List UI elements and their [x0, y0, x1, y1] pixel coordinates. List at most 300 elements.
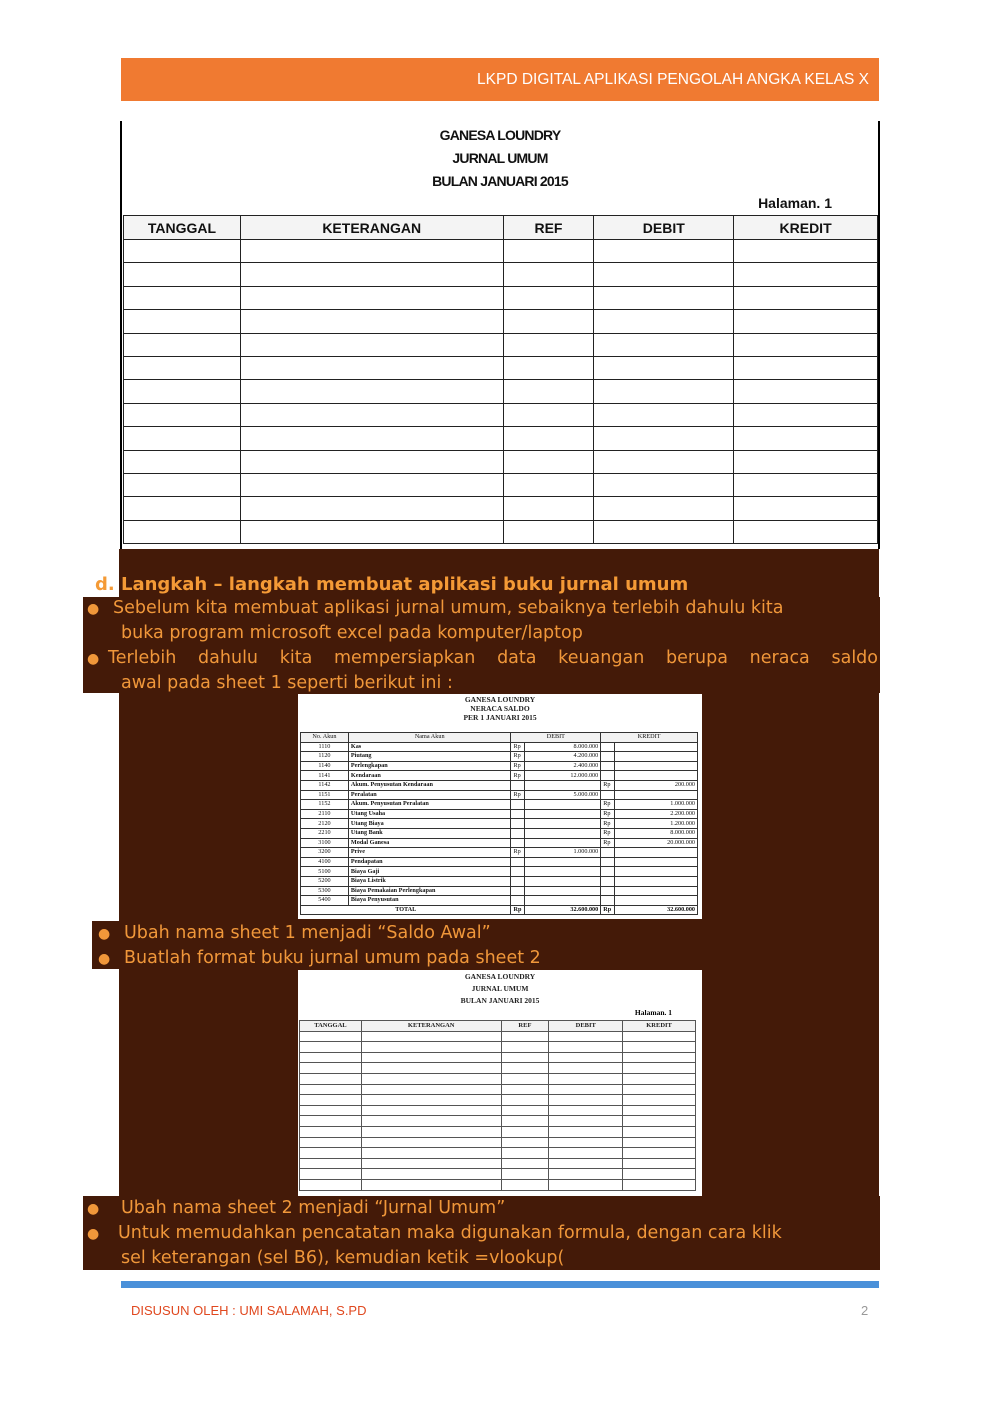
neraca-account-name: Biaya Gaji	[348, 867, 511, 877]
neraca-account-no: 5400	[301, 896, 349, 906]
jurnal-sheet-table	[299, 1020, 696, 1191]
neraca-kredit-value	[615, 790, 698, 800]
bullet-icon: ●	[87, 1226, 100, 1242]
jurnal-sheet-cell	[300, 1179, 362, 1190]
neraca-kredit-value: 20.000.000	[615, 838, 698, 848]
jurnal-sheet-cell	[501, 1137, 549, 1148]
neraca-account-no: 2120	[301, 819, 349, 829]
jurnal-sheet-cell	[501, 1073, 549, 1084]
jurnal-sheet-cell	[361, 1063, 501, 1074]
journal-cell	[594, 286, 734, 309]
neraca-debit-currency	[511, 857, 525, 867]
jurnal-sheet-cell	[549, 1073, 623, 1084]
journal-cell	[124, 380, 241, 403]
neraca-account-no: 2210	[301, 828, 349, 838]
jurnal-sheet-empty-row	[300, 1052, 696, 1063]
neraca-table	[300, 732, 698, 915]
jurnal-sheet-cell	[300, 1105, 362, 1116]
neraca-account-name: Kas	[348, 742, 511, 752]
jurnal-sheet-cell	[549, 1052, 623, 1063]
journal-cell	[734, 286, 878, 309]
neraca-debit-currency	[511, 780, 525, 790]
neraca-kredit-value: 8.000.000	[615, 828, 698, 838]
jurnal-sheet-cell	[361, 1084, 501, 1095]
neraca-row	[301, 896, 698, 906]
neraca-debit-value	[525, 800, 601, 810]
neraca-kredit-currency: Rp	[601, 809, 615, 819]
journal-empty-row	[124, 240, 878, 263]
jurnal-sheet-subtitle: JURNAL UMUM	[471, 984, 529, 993]
journal-cell	[594, 473, 734, 496]
neraca-debit-value	[525, 838, 601, 848]
neraca-row	[301, 886, 698, 896]
journal-empty-row	[124, 403, 878, 426]
journal-cell	[503, 403, 594, 426]
neraca-col-debit: DEBIT	[511, 733, 601, 743]
jurnal-sheet-cell	[549, 1063, 623, 1074]
neraca-account-no: 1141	[301, 771, 349, 781]
jurnal-sheet-cell	[300, 1158, 362, 1169]
journal-cell	[594, 403, 734, 426]
journal-cell	[734, 356, 878, 379]
jurnal-sheet-empty-row	[300, 1031, 696, 1042]
neraca-account-name: Perlengkapan	[348, 761, 511, 771]
jurnal-sheet-cell	[623, 1063, 696, 1074]
neraca-row	[301, 828, 698, 838]
jurnal-sheet-cell	[501, 1052, 549, 1063]
neraca-total-row	[301, 905, 698, 915]
neraca-total-kredit: 32.600.000	[615, 905, 698, 915]
jurnal-sheet-cell	[501, 1179, 549, 1190]
neraca-account-no: 1151	[301, 790, 349, 800]
journal-cell	[240, 333, 503, 356]
neraca-kredit-value	[615, 886, 698, 896]
journal-cell	[240, 263, 503, 286]
journal-cell	[124, 310, 241, 333]
journal-cell	[124, 473, 241, 496]
neraca-account-name: Utang Bank	[348, 828, 511, 838]
journal-cell	[503, 310, 594, 333]
jurnal-sheet-cell	[549, 1126, 623, 1137]
neraca-debit-currency	[511, 838, 525, 848]
journal-empty-row	[124, 497, 878, 520]
neraca-row	[301, 790, 698, 800]
neraca-kredit-value	[615, 876, 698, 886]
neraca-row	[301, 819, 698, 829]
jurnal-sheet-cell	[549, 1105, 623, 1116]
journal-cell	[240, 450, 503, 473]
neraca-debit-value	[525, 896, 601, 906]
journal-page-label: Halaman. 1	[758, 195, 832, 211]
neraca-kredit-value	[615, 848, 698, 858]
jurnal-sheet-cell	[501, 1148, 549, 1159]
neraca-kredit-currency: Rp	[601, 828, 615, 838]
jurnal-sheet-cell	[623, 1137, 696, 1148]
jurnal-sheet-col: TANGGAL	[300, 1021, 362, 1032]
journal-cell	[124, 286, 241, 309]
jurnal-sheet-empty-row	[300, 1095, 696, 1106]
neraca-account-name: Peralatan	[348, 790, 511, 800]
jurnal-sheet-cell	[361, 1126, 501, 1137]
neraca-header-row	[301, 733, 698, 743]
journal-empty-row	[124, 427, 878, 450]
jurnal-sheet-cell	[300, 1031, 362, 1042]
neraca-debit-currency: Rp	[511, 848, 525, 858]
jurnal-sheet-col: DEBIT	[549, 1021, 623, 1032]
jurnal-sheet-header-row	[300, 1021, 696, 1032]
neraca-kredit-value	[615, 752, 698, 762]
jurnal-umum-image	[298, 970, 702, 1196]
neraca-debit-currency	[511, 896, 525, 906]
jurnal-sheet-cell	[623, 1052, 696, 1063]
jurnal-sheet-period: BULAN JANUARI 2015	[460, 996, 540, 1005]
neraca-row	[301, 752, 698, 762]
neraca-debit-currency	[511, 876, 525, 886]
journal-cell	[503, 286, 594, 309]
journal-cell	[594, 497, 734, 520]
journal-cell	[734, 403, 878, 426]
journal-cell	[734, 427, 878, 450]
neraca-kredit-value: 2.200.000	[615, 809, 698, 819]
neraca-debit-value	[525, 867, 601, 877]
journal-cell	[124, 497, 241, 520]
journal-cell	[503, 333, 594, 356]
neraca-total-debit: 32.600.000	[525, 905, 601, 915]
jurnal-sheet-cell	[623, 1126, 696, 1137]
footer-author: DISUSUN OLEH : UMI SALAMAH, S.PD	[131, 1303, 367, 1318]
journal-cell	[124, 427, 241, 450]
neraca-account-name: Piutang	[348, 752, 511, 762]
journal-empty-row	[124, 333, 878, 356]
jurnal-sheet-empty-row	[300, 1084, 696, 1095]
journal-cell	[503, 380, 594, 403]
neraca-account-name: Biaya Listrik	[348, 876, 511, 886]
jurnal-sheet-cell	[361, 1031, 501, 1042]
jurnal-sheet-cell	[549, 1116, 623, 1127]
neraca-account-no: 5100	[301, 867, 349, 877]
step-text: Buatlah format buku jurnal umum pada sheet 2	[124, 948, 541, 968]
jurnal-sheet-col: KETERANGAN	[361, 1021, 501, 1032]
jurnal-sheet-company: GANESA LOUNDRY	[464, 972, 536, 981]
jurnal-sheet-cell	[623, 1158, 696, 1169]
jurnal-sheet-cell	[361, 1095, 501, 1106]
jurnal-sheet-cell	[549, 1031, 623, 1042]
neraca-account-no: 1140	[301, 761, 349, 771]
journal-empty-row	[124, 473, 878, 496]
neraca-debit-value: 2.400.000	[525, 761, 601, 771]
jurnal-sheet-cell	[549, 1042, 623, 1053]
journal-cell	[594, 427, 734, 450]
neraca-account-no: 5200	[301, 876, 349, 886]
neraca-kredit-currency: Rp	[601, 800, 615, 810]
jurnal-sheet-cell	[501, 1063, 549, 1074]
neraca-kredit-value	[615, 896, 698, 906]
neraca-kredit-currency	[601, 876, 615, 886]
jurnal-sheet-cell	[501, 1116, 549, 1127]
neraca-account-no: 5300	[301, 886, 349, 896]
step-text: Sebelum kita membuat aplikasi jurnal umum, sebaiknya terlebih dahulu kita	[113, 598, 784, 618]
jurnal-sheet-empty-row	[300, 1116, 696, 1127]
journal-empty-row	[124, 520, 878, 543]
jurnal-sheet-cell	[300, 1095, 362, 1106]
neraca-row	[301, 857, 698, 867]
journal-cell	[503, 497, 594, 520]
neraca-debit-currency: Rp	[511, 761, 525, 771]
neraca-account-name: Biaya Penyusutan	[348, 896, 511, 906]
journal-empty-row	[124, 310, 878, 333]
neraca-row	[301, 848, 698, 858]
neraca-row	[301, 780, 698, 790]
neraca-kredit-currency: Rp	[601, 819, 615, 829]
bullet-icon: ●	[98, 951, 111, 967]
journal-cell	[124, 356, 241, 379]
step-text: Untuk memudahkan pencatatan maka digunakan formula, dengan cara klik	[118, 1223, 782, 1243]
neraca-debit-value	[525, 809, 601, 819]
bullet-icon: ●	[87, 601, 100, 617]
jurnal-sheet-cell	[501, 1084, 549, 1095]
neraca-account-no: 1110	[301, 742, 349, 752]
journal-cell	[594, 333, 734, 356]
neraca-col-name: Nama Akun	[348, 733, 511, 743]
jurnal-sheet-cell	[623, 1105, 696, 1116]
journal-cell	[503, 520, 594, 543]
neraca-kredit-value	[615, 771, 698, 781]
neraca-kredit-currency	[601, 848, 615, 858]
col-kredit: KREDIT	[734, 216, 878, 240]
jurnal-sheet-cell	[361, 1169, 501, 1180]
neraca-debit-value	[525, 876, 601, 886]
neraca-total-debit-currency: Rp	[511, 905, 525, 915]
neraca-debit-currency	[511, 867, 525, 877]
neraca-debit-currency: Rp	[511, 752, 525, 762]
neraca-account-name: Kendaraan	[348, 771, 511, 781]
neraca-row	[301, 800, 698, 810]
jurnal-sheet-empty-row	[300, 1105, 696, 1116]
jurnal-sheet-cell	[501, 1105, 549, 1116]
jurnal-sheet-col: KREDIT	[623, 1021, 696, 1032]
jurnal-sheet-cell	[361, 1105, 501, 1116]
journal-cell	[734, 380, 878, 403]
neraca-debit-value	[525, 857, 601, 867]
col-ref: REF	[503, 216, 594, 240]
jurnal-sheet-cell	[361, 1137, 501, 1148]
jurnal-sheet-cell	[361, 1073, 501, 1084]
neraca-kredit-value: 200.000	[615, 780, 698, 790]
neraca-account-name: Biaya Pemakaian Perlengkapan	[348, 886, 511, 896]
col-keterangan: KETERANGAN	[240, 216, 503, 240]
neraca-debit-value	[525, 886, 601, 896]
bullet-icon: ●	[87, 1201, 100, 1217]
journal-cell	[594, 450, 734, 473]
journal-cell	[503, 356, 594, 379]
neraca-row	[301, 809, 698, 819]
neraca-account-no: 1142	[301, 780, 349, 790]
jurnal-sheet-cell	[549, 1095, 623, 1106]
journal-cell	[240, 520, 503, 543]
neraca-debit-currency: Rp	[511, 742, 525, 752]
neraca-kredit-currency	[601, 857, 615, 867]
header-title: LKPD DIGITAL APLIKASI PENGOLAH ANGKA KELAS X	[477, 70, 869, 88]
jurnal-sheet-cell	[501, 1169, 549, 1180]
neraca-kredit-value	[615, 742, 698, 752]
neraca-debit-value: 5.000.000	[525, 790, 601, 800]
journal-cell	[734, 520, 878, 543]
step-text: sel keterangan (sel B6), kemudian ketik =vlookup(	[121, 1248, 565, 1268]
journal-cell	[240, 427, 503, 450]
jurnal-sheet-empty-row	[300, 1073, 696, 1084]
neraca-row	[301, 876, 698, 886]
neraca-kredit-currency: Rp	[601, 780, 615, 790]
jurnal-sheet-cell	[623, 1073, 696, 1084]
jurnal-sheet-cell	[549, 1084, 623, 1095]
journal-cell	[734, 240, 878, 263]
neraca-debit-currency	[511, 886, 525, 896]
neraca-kredit-currency	[601, 742, 615, 752]
col-tanggal: TANGGAL	[124, 216, 241, 240]
neraca-debit-value	[525, 819, 601, 829]
neraca-debit-currency	[511, 828, 525, 838]
jurnal-sheet-empty-row	[300, 1169, 696, 1180]
journal-cell	[734, 473, 878, 496]
neraca-account-no: 4100	[301, 857, 349, 867]
jurnal-sheet-empty-row	[300, 1158, 696, 1169]
jurnal-sheet-cell	[300, 1042, 362, 1053]
journal-empty-row	[124, 263, 878, 286]
journal-cell	[594, 520, 734, 543]
journal-empty-row	[124, 380, 878, 403]
jurnal-sheet-cell	[623, 1042, 696, 1053]
neraca-account-no: 3200	[301, 848, 349, 858]
journal-cell	[734, 497, 878, 520]
neraca-debit-currency: Rp	[511, 771, 525, 781]
jurnal-sheet-cell	[623, 1084, 696, 1095]
jurnal-sheet-cell	[300, 1116, 362, 1127]
journal-cell	[503, 240, 594, 263]
bullet-icon: ●	[98, 926, 111, 942]
jurnal-sheet-empty-row	[300, 1137, 696, 1148]
journal-cell	[503, 427, 594, 450]
neraca-kredit-value: 1.000.000	[615, 800, 698, 810]
jurnal-sheet-cell	[361, 1042, 501, 1053]
neraca-account-no: 2110	[301, 809, 349, 819]
journal-cell	[594, 380, 734, 403]
neraca-account-no: 1120	[301, 752, 349, 762]
jurnal-sheet-cell	[501, 1158, 549, 1169]
neraca-kredit-currency: Rp	[601, 838, 615, 848]
jurnal-sheet-cell	[501, 1031, 549, 1042]
journal-table	[123, 215, 878, 544]
jurnal-sheet-cell	[623, 1116, 696, 1127]
journal-cell	[124, 403, 241, 426]
journal-cell	[503, 263, 594, 286]
jurnal-sheet-cell	[549, 1137, 623, 1148]
neraca-debit-value	[525, 828, 601, 838]
step-text: buka program microsoft excel pada komputer/laptop	[121, 623, 583, 643]
journal-company: GANESA LOUNDRY	[439, 127, 561, 143]
neraca-total-label: TOTAL	[301, 905, 511, 915]
jurnal-sheet-cell	[361, 1116, 501, 1127]
neraca-saldo-image	[298, 694, 702, 919]
journal-cell	[503, 450, 594, 473]
jurnal-sheet-empty-row	[300, 1148, 696, 1159]
jurnal-sheet-cell	[549, 1179, 623, 1190]
journal-cell	[240, 240, 503, 263]
journal-cell	[594, 240, 734, 263]
jurnal-sheet-cell	[549, 1148, 623, 1159]
neraca-kredit-value: 1.200.000	[615, 819, 698, 829]
neraca-row	[301, 838, 698, 848]
neraca-account-name: Prive	[348, 848, 511, 858]
neraca-account-no: 3100	[301, 838, 349, 848]
neraca-kredit-currency	[601, 752, 615, 762]
jurnal-sheet-empty-row	[300, 1063, 696, 1074]
neraca-kredit-currency	[601, 886, 615, 896]
section-heading: d. Langkah – langkah membuat aplikasi buku jurnal umum	[95, 574, 689, 595]
neraca-kredit-value	[615, 867, 698, 877]
neraca-debit-value: 8.000.000	[525, 742, 601, 752]
jurnal-sheet-cell	[549, 1158, 623, 1169]
bullet-icon: ●	[87, 651, 100, 667]
journal-cell	[240, 497, 503, 520]
journal-cell	[124, 520, 241, 543]
jurnal-sheet-cell	[549, 1169, 623, 1180]
step-text: awal pada sheet 1 seperti berikut ini :	[121, 673, 453, 693]
jurnal-sheet-cell	[361, 1179, 501, 1190]
journal-cell	[734, 333, 878, 356]
jurnal-sheet-col: REF	[501, 1021, 549, 1032]
neraca-account-name: Modal Ganesa	[348, 838, 511, 848]
journal-cell	[240, 310, 503, 333]
neraca-debit-value: 12.000.000	[525, 771, 601, 781]
neraca-account-name: Akum. Penyusutan Peralatan	[348, 800, 511, 810]
neraca-debit-currency: Rp	[511, 790, 525, 800]
jurnal-sheet-cell	[300, 1084, 362, 1095]
jurnal-sheet-cell	[300, 1052, 362, 1063]
neraca-debit-value	[525, 780, 601, 790]
neraca-total-kredit-currency: Rp	[601, 905, 615, 915]
journal-cell	[240, 473, 503, 496]
journal-cell	[734, 450, 878, 473]
jurnal-sheet-empty-row	[300, 1179, 696, 1190]
jurnal-sheet-cell	[623, 1148, 696, 1159]
jurnal-sheet-cell	[300, 1169, 362, 1180]
jurnal-sheet-cell	[300, 1126, 362, 1137]
neraca-period: PER 1 JANUARI 2015	[463, 713, 537, 722]
jurnal-sheet-cell	[300, 1063, 362, 1074]
neraca-debit-currency	[511, 800, 525, 810]
jurnal-sheet-cell	[361, 1052, 501, 1063]
neraca-account-name: Utang Usaha	[348, 809, 511, 819]
journal-empty-row	[124, 356, 878, 379]
neraca-company: GANESA LOUNDRY	[464, 695, 536, 704]
jurnal-sheet-cell	[361, 1158, 501, 1169]
neraca-debit-value: 4.200.000	[525, 752, 601, 762]
neraca-col-no: No. Akun	[301, 733, 349, 743]
journal-cell	[594, 356, 734, 379]
neraca-kredit-currency	[601, 896, 615, 906]
neraca-debit-value: 1.000.000	[525, 848, 601, 858]
neraca-account-no: 1152	[301, 800, 349, 810]
neraca-kredit-currency	[601, 867, 615, 877]
neraca-subtitle: NERACA SALDO	[470, 704, 530, 713]
jurnal-sheet-cell	[623, 1169, 696, 1180]
journal-cell	[240, 380, 503, 403]
journal-cell	[734, 310, 878, 333]
neraca-debit-currency	[511, 809, 525, 819]
neraca-kredit-value	[615, 761, 698, 771]
step-text: Ubah nama sheet 1 menjadi “Saldo Awal”	[124, 923, 491, 943]
neraca-row	[301, 761, 698, 771]
